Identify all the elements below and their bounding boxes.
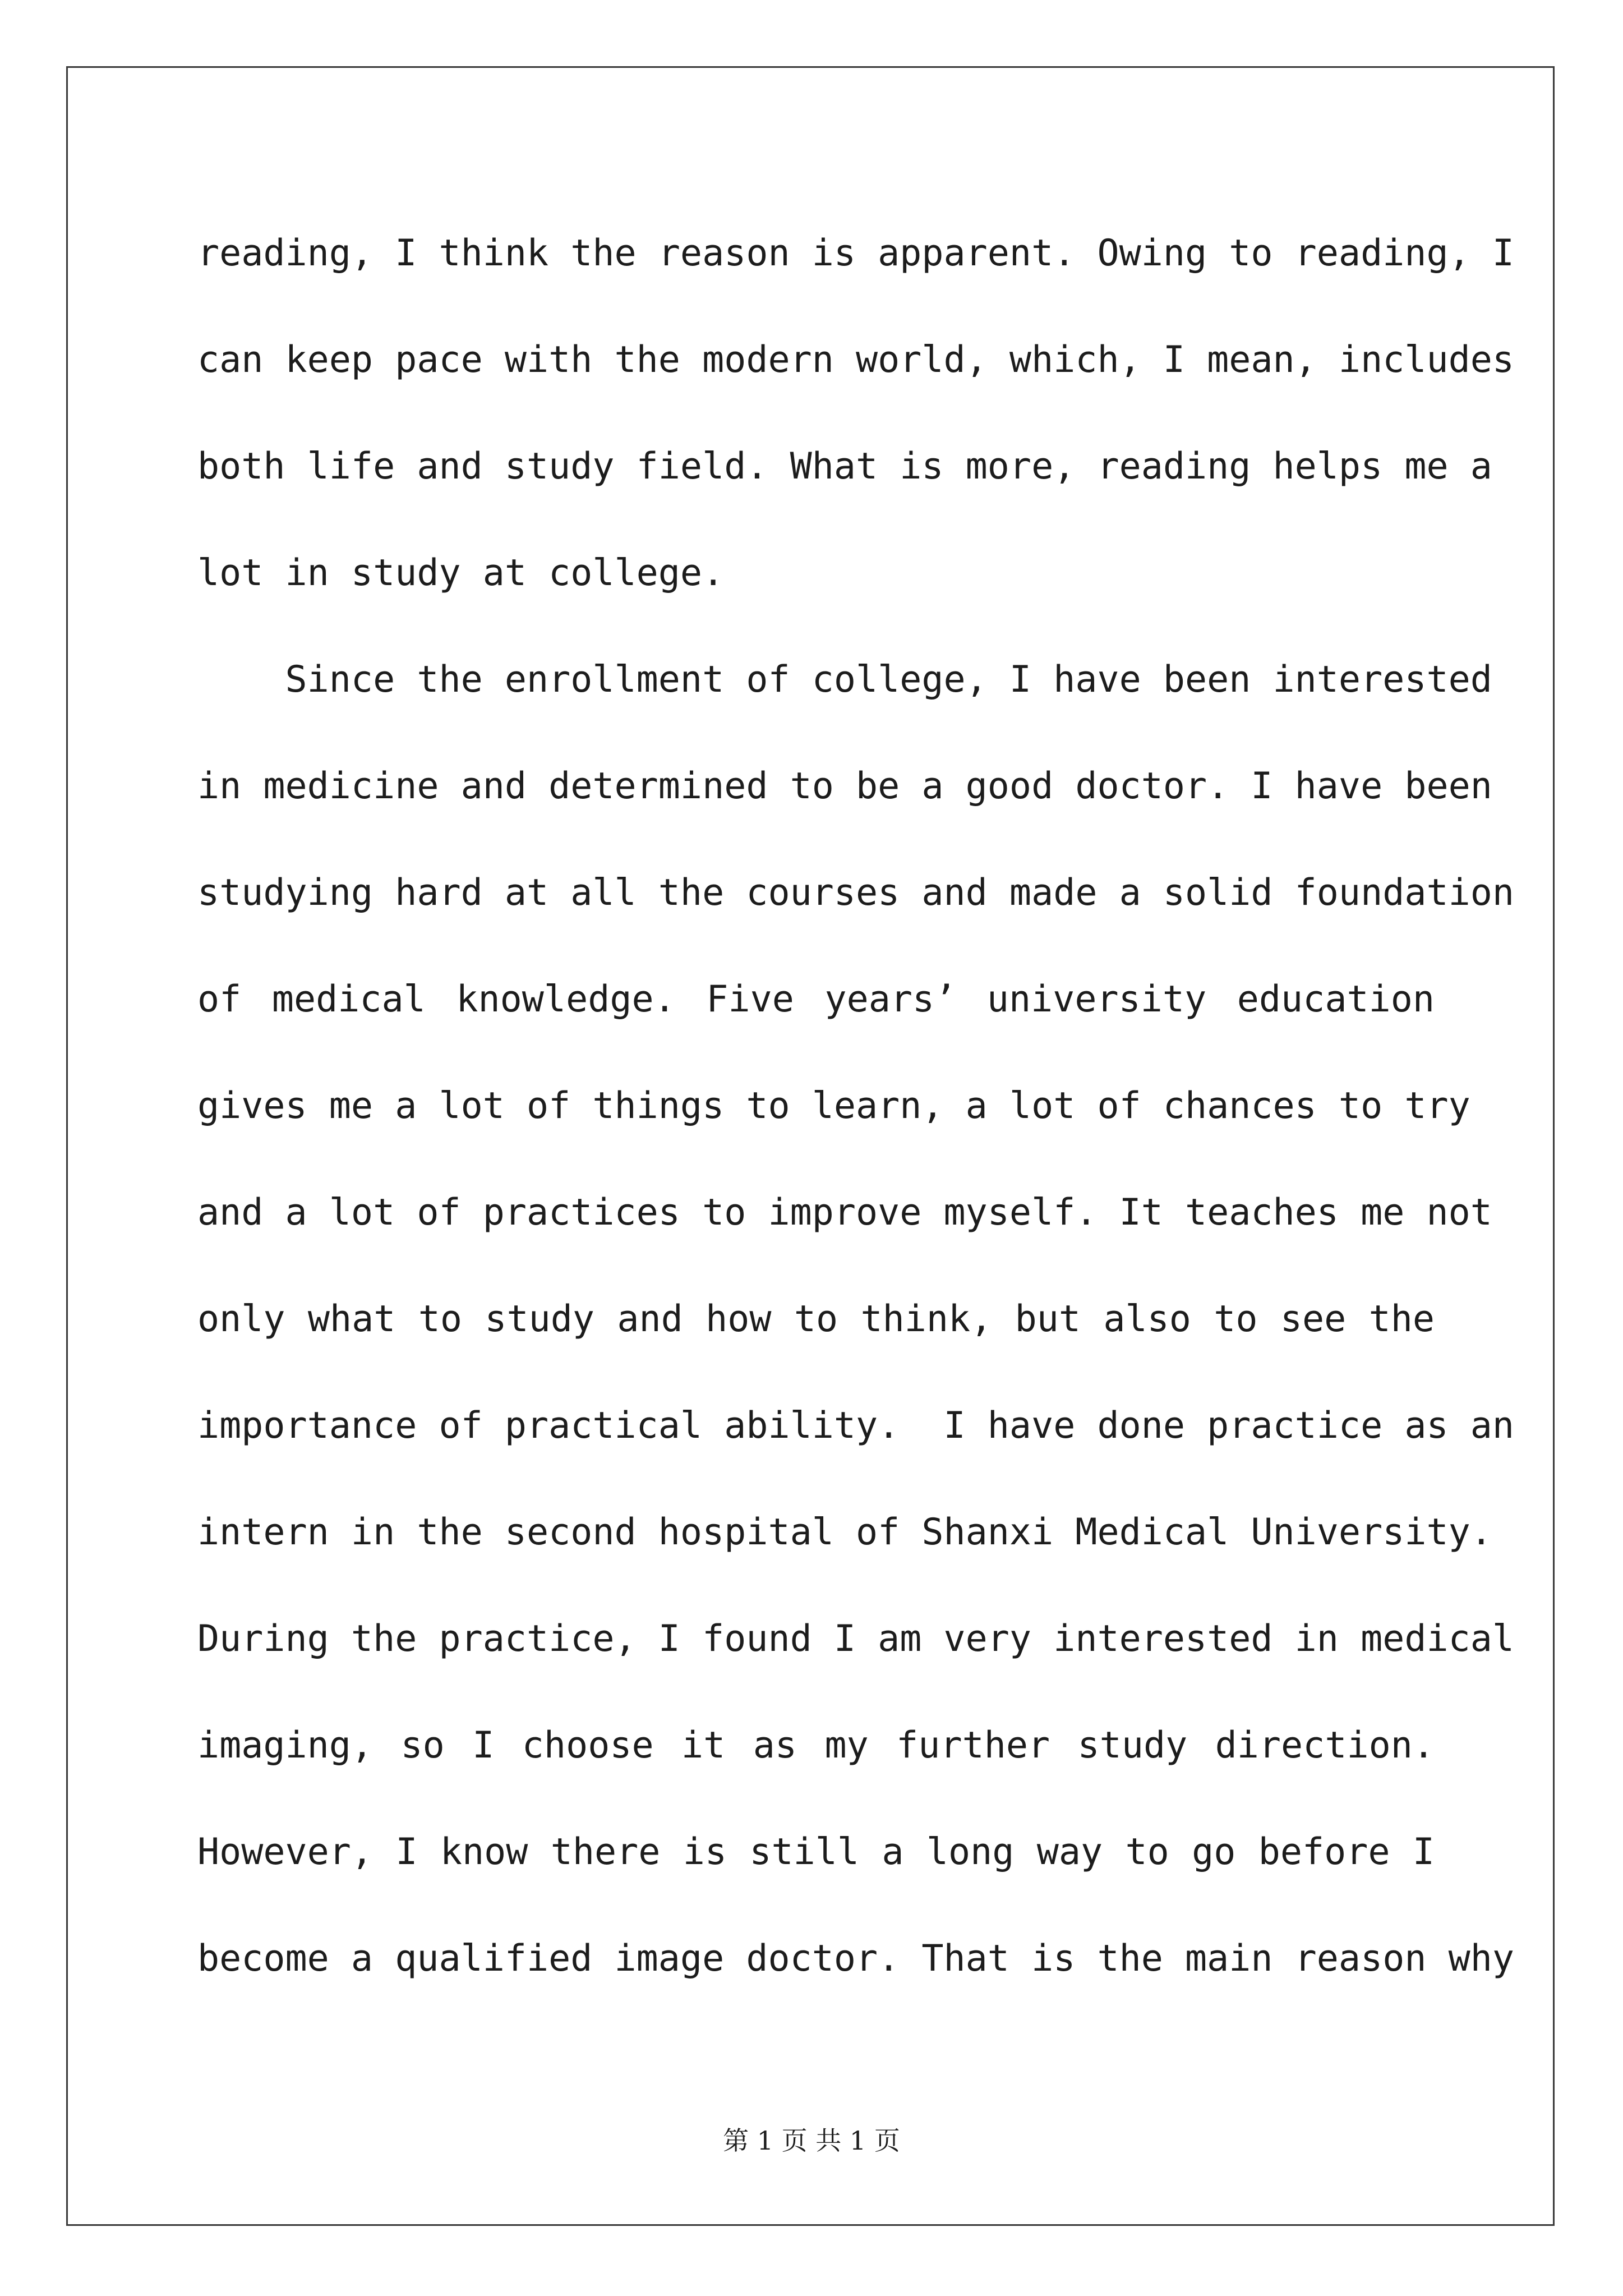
page-number-footer: 第 1 页 共 1 页 xyxy=(723,2125,900,2156)
text-line: intern in the second hospital of Shanxi Medical University. xyxy=(197,1511,1492,1553)
text-line: can keep pace with the modern world, which, I mean, includes xyxy=(197,339,1514,381)
text-line: importance of practical ability. I have done practice as an xyxy=(197,1405,1514,1447)
text-line: both life and study field. What is more, reading helps me a xyxy=(197,445,1492,487)
text-line: only what to study and how to think, but also to see the xyxy=(197,1298,1435,1340)
text-line: and a lot of practices to improve myself. It teaches me not xyxy=(197,1191,1492,1234)
text-line: studying hard at all the courses and made a solid foundation xyxy=(197,872,1514,914)
page-border xyxy=(66,66,1555,2226)
text-line: become a qualified image doctor. That is the main reason why xyxy=(197,1938,1514,1980)
text-line: gives me a lot of things to learn, a lot of chances to try xyxy=(197,1085,1470,1127)
text-line: Since the enrollment of college, I have been interested xyxy=(197,659,1492,701)
text-line: During the practice, I found I am very interested in medical xyxy=(197,1618,1514,1660)
text-line: imaging, so I choose it as my further study direction. xyxy=(197,1724,1435,1766)
text-line: lot in study at college. xyxy=(197,552,725,594)
text-line: However, I know there is still a long way to go before I xyxy=(197,1831,1435,1873)
text-line: reading, I think the reason is apparent. Owing to reading, I xyxy=(197,232,1514,274)
text-line: of medical knowledge. Five years’ university education xyxy=(197,978,1435,1020)
text-line: in medicine and determined to be a good doctor. I have been xyxy=(197,765,1492,807)
